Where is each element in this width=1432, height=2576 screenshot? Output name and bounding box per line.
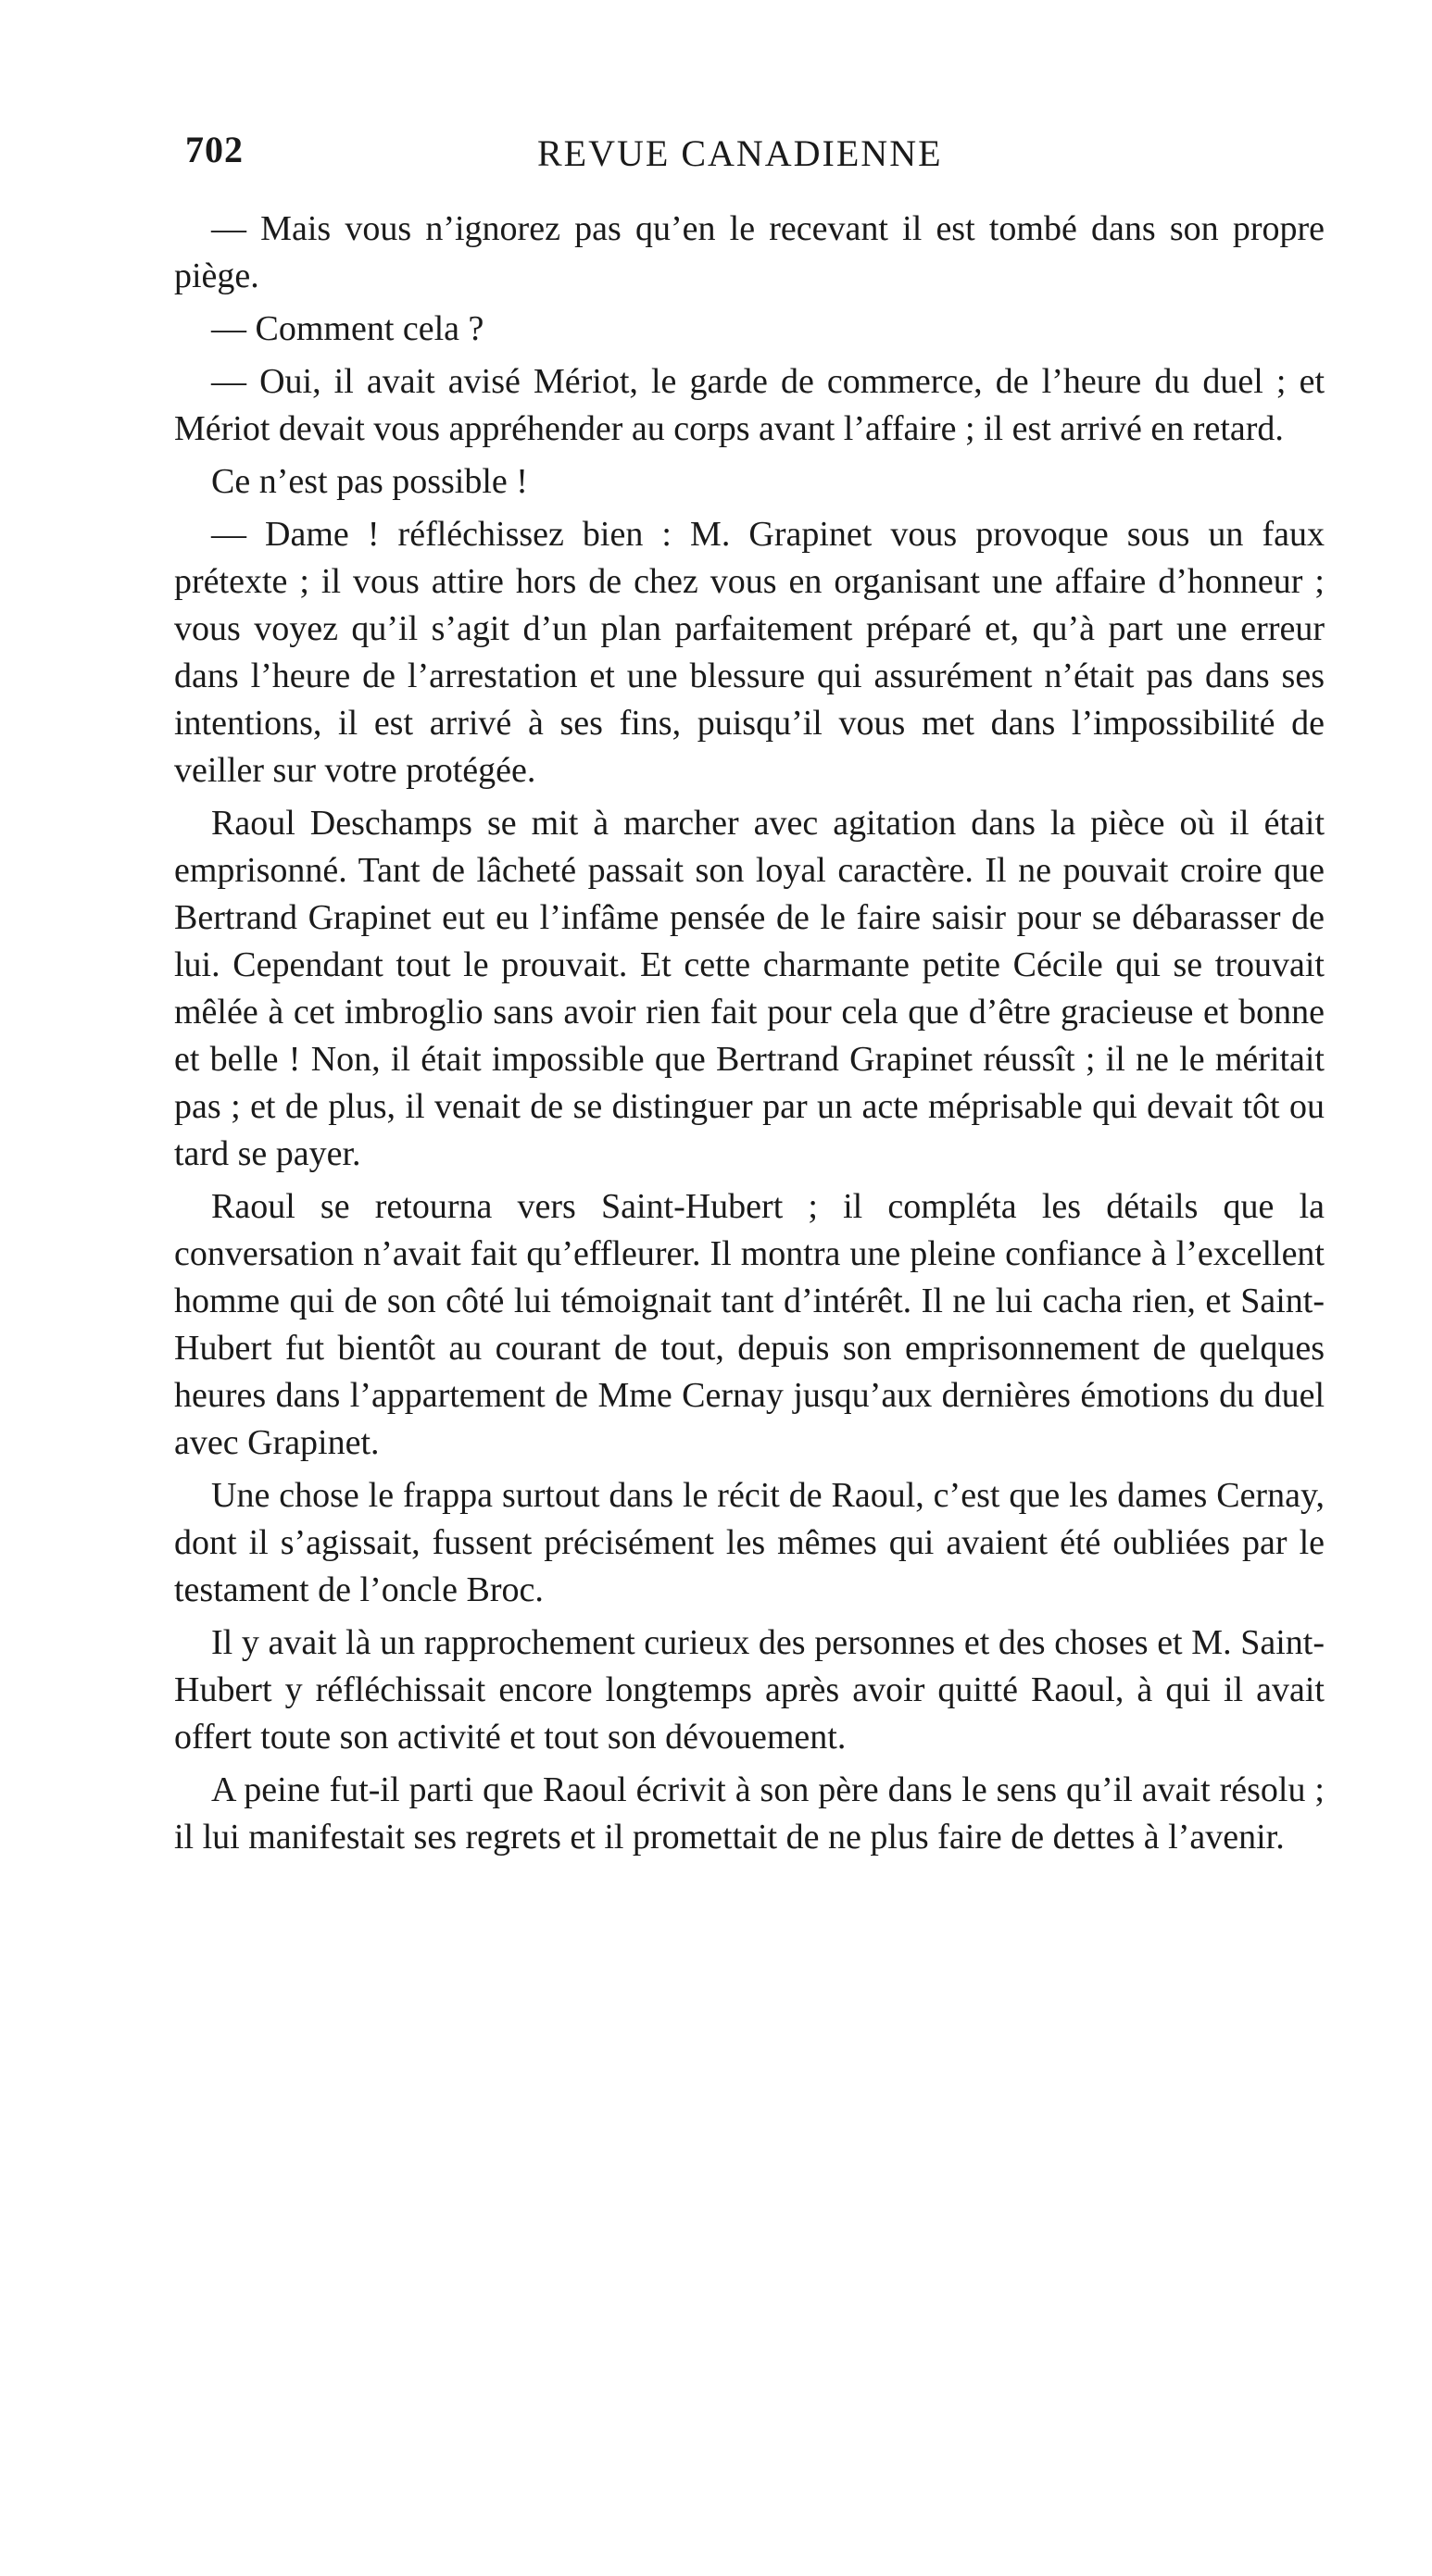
paragraph-6: Raoul Deschamps se mit à marcher avec agitation dans la pièce où il était emprisonné. Tant de lâcheté passait son loyal caractère. Il ne pouvait croire que Bertrand Grapinet eut eu l’infâme pensée de le faire saisir pour se débarasser de lui. Cependant tout le prouvait. Et cette charmante petite Cécile qui se trouvait mêlée à cet imbroglio sans avoir rien fait pour cela que d’être gracieuse et bonne et belle ! Non, il était impossible que Bertrand Grapinet réussît ; il ne le méritait pas ; et de plus, il venait de se distinguer par un acte méprisable qui devait tôt ou tard se payer. (174, 804, 1325, 1173)
page-number: 702 (185, 129, 244, 170)
paragraph-5: — Dame ! réfléchissez bien : M. Grapinet vous provoque sous un faux prétexte ; il vous attire hors de chez vous en organisant une affaire d’honneur ; vous voyez qu’il s’agit d’un plan parfaitement préparé et, qu’à part une erreur dans l’heure de l’arrestation et une blessure qui assurément n’était pas dans ses intentions, il est arrivé à ses fins, puisqu’il vous met dans l’impossibilité de veiller sur votre protégée. (174, 515, 1325, 790)
running-head (185, 128, 1325, 183)
paragraph-2: — Comment cela ? (211, 309, 484, 348)
paragraph-1: — Mais vous n’ignorez pas qu’en le recevant il est tombé dans son propre piège. (174, 209, 1325, 295)
journal-title: REVUE CANADIENNE (537, 132, 943, 174)
paragraph-8: Une chose le frappa surtout dans le récit de Raoul, c’est que les dames Cernay, dont il s’agissait, fussent précisément les mêmes qui avaient été oubliées par le testament de l’oncle Broc. (174, 1476, 1325, 1609)
body-text (174, 206, 1325, 1867)
paragraph-3: — Oui, il avait avisé Mériot, le garde de commerce, de l’heure du duel ; et Mériot devait vous appréhender au corps avant l’affaire ; il est arrivé en retard. (174, 362, 1325, 448)
paragraph-4: Ce n’est pas possible ! (211, 462, 528, 501)
paragraph-10: A peine fut-il parti que Raoul écrivit à son père dans le sens qu’il avait résolu ; il lui manifestait ses regrets et il promettait de ne plus faire de dettes à l’avenir. (174, 1770, 1325, 1857)
paragraph-9: Il y avait là un rapprochement curieux des personnes et des choses et M. Saint-Hubert y réfléchissait encore longtemps après avoir quitté Raoul, à qui il avait offert toute son activité et tout son dévouement. (174, 1623, 1325, 1757)
paragraph-7: Raoul se retourna vers Saint-Hubert ; il compléta les détails que la conversation n’avait fait qu’effleurer. Il montra une pleine confiance à l’excellent homme qui de son côté lui témoignait tant d’intérêt. Il ne lui cacha rien, et Saint-Hubert fut bientôt au courant de tout, depuis son emprisonnement de quelques heures dans l’appartement de Mme Cernay jusqu’aux dernières émotions du duel avec Grapinet. (174, 1187, 1325, 1462)
